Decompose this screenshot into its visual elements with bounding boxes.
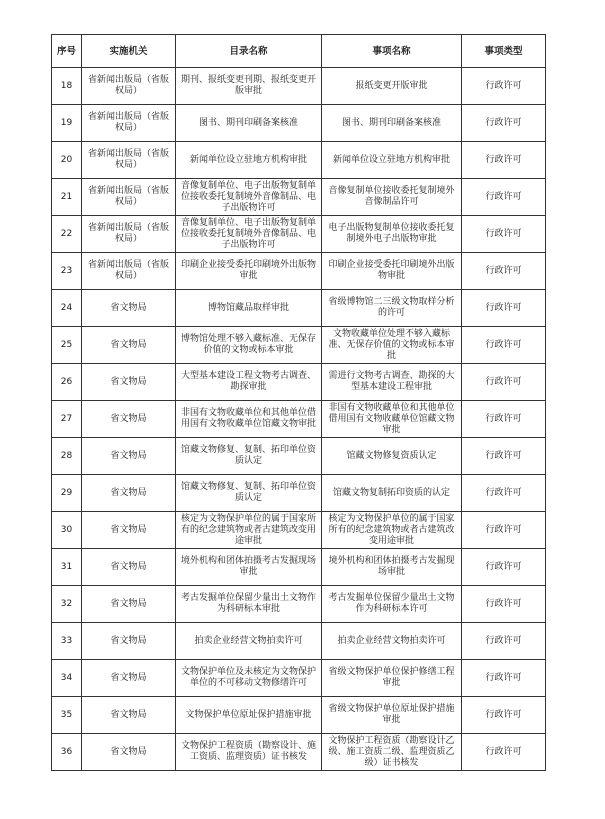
table-row	[52, 364, 546, 401]
cell-agency: 省新闻出版局（省版权局）	[82, 179, 176, 216]
cell-directory: 期刊、报纸变更刊期、报纸变更开版审批	[176, 68, 322, 105]
cell-directory: 音像复制单位、电子出版物复制单位接收委托复制境外音像制品、电子出版物许可	[176, 216, 322, 253]
cell-no: 29	[52, 475, 82, 512]
table-row	[52, 253, 546, 290]
cell-no: 30	[52, 512, 82, 549]
cell-no: 26	[52, 364, 82, 401]
header-type: 事项类型	[462, 35, 546, 68]
cell-agency: 省新闻出版局（省版权局）	[82, 142, 176, 179]
cell-no: 18	[52, 68, 82, 105]
table-row	[52, 142, 546, 179]
cell-directory: 馆藏文物修复、复制、拓印单位资质认定	[176, 438, 322, 475]
cell-directory: 大型基本建设工程文物考古调查、勘探审批	[176, 364, 322, 401]
cell-item: 图书、期刊印刷备案核准	[322, 105, 462, 142]
table-row	[52, 586, 546, 623]
cell-type: 行政许可	[462, 512, 546, 549]
cell-item: 核定为文物保护单位的属于国家所有的纪念建筑物或者古建筑改变用途审批	[322, 512, 462, 549]
cell-agency: 省文物局	[82, 512, 176, 549]
cell-type: 行政许可	[462, 290, 546, 327]
cell-type: 行政许可	[462, 364, 546, 401]
cell-agency: 省文物局	[82, 586, 176, 623]
cell-type: 行政许可	[462, 105, 546, 142]
cell-agency: 省文物局	[82, 401, 176, 438]
cell-item: 省级文物保护单位保护修缮工程审批	[322, 660, 462, 697]
cell-no: 28	[52, 438, 82, 475]
cell-agency: 省文物局	[82, 697, 176, 734]
cell-type: 行政许可	[462, 253, 546, 290]
table-row	[52, 290, 546, 327]
table-row	[52, 401, 546, 438]
cell-no: 22	[52, 216, 82, 253]
table-row	[52, 327, 546, 364]
cell-type: 行政许可	[462, 179, 546, 216]
cell-directory: 非国有文物收藏单位和其他单位借用国有文物收藏单位馆藏文物审批	[176, 401, 322, 438]
header-agency: 实施机关	[82, 35, 176, 68]
cell-item: 文物保护工程资质（勘察设计乙级、施工资质二级、监理资质乙级）证书核发	[322, 734, 462, 771]
header-directory: 目录名称	[176, 35, 322, 68]
cell-no: 32	[52, 586, 82, 623]
cell-directory: 音像复制单位、电子出版物复制单位接收委托复制境外音像制品、电子出版物许可	[176, 179, 322, 216]
cell-agency: 省新闻出版局（省版权局）	[82, 105, 176, 142]
cell-no: 19	[52, 105, 82, 142]
cell-agency: 省文物局	[82, 660, 176, 697]
cell-no: 20	[52, 142, 82, 179]
cell-directory: 馆藏文物修复、复制、拓印单位资质认定	[176, 475, 322, 512]
cell-item: 省级文物保护单位原址保护措施审批	[322, 697, 462, 734]
cell-no: 21	[52, 179, 82, 216]
cell-agency: 省新闻出版局（省版权局）	[82, 216, 176, 253]
cell-no: 23	[52, 253, 82, 290]
cell-directory: 文物保护工程资质（勘察设计、施工资质、监理资质）证书核发	[176, 734, 322, 771]
cell-item: 考古发掘单位保留少量出土文物作为科研标本许可	[322, 586, 462, 623]
table-row	[52, 105, 546, 142]
table-row	[52, 660, 546, 697]
cell-directory: 核定为文物保护单位的属于国家所有的纪念建筑物或者古建筑改变用途审批	[176, 512, 322, 549]
cell-directory: 文物保护单位及未核定为文物保护单位的不可移动文物修缮许可	[176, 660, 322, 697]
cell-item: 报纸变更开版审批	[322, 68, 462, 105]
cell-directory: 新闻单位设立驻地方机构审批	[176, 142, 322, 179]
cell-directory: 印刷企业接受委托印刷境外出版物审批	[176, 253, 322, 290]
cell-no: 31	[52, 549, 82, 586]
cell-no: 24	[52, 290, 82, 327]
cell-type: 行政许可	[462, 68, 546, 105]
cell-item: 省级博物馆二三级文物取样分析的许可	[322, 290, 462, 327]
cell-type: 行政许可	[462, 475, 546, 512]
administrative-items-table	[51, 34, 546, 771]
cell-type: 行政许可	[462, 586, 546, 623]
cell-agency: 省文物局	[82, 364, 176, 401]
cell-agency: 省文物局	[82, 549, 176, 586]
cell-directory: 考古发掘单位保留少量出土文物作为科研标本审批	[176, 586, 322, 623]
table-row	[52, 734, 546, 771]
table-row	[52, 697, 546, 734]
table-row	[52, 512, 546, 549]
header-no: 序号	[52, 35, 82, 68]
table-row	[52, 475, 546, 512]
cell-type: 行政许可	[462, 438, 546, 475]
cell-type: 行政许可	[462, 327, 546, 364]
cell-type: 行政许可	[462, 216, 546, 253]
cell-item: 文物收藏单位处理不够入藏标准、无保存价值的文物或标本审批	[322, 327, 462, 364]
cell-no: 34	[52, 660, 82, 697]
cell-agency: 省文物局	[82, 734, 176, 771]
cell-item: 电子出版物复制单位接收委托复制境外电子出版物审批	[322, 216, 462, 253]
table-row	[52, 438, 546, 475]
table-row	[52, 68, 546, 105]
cell-type: 行政许可	[462, 660, 546, 697]
cell-item: 需进行文物考古调查、勘探的大型基本建设工程审批	[322, 364, 462, 401]
cell-item: 馆藏文物修复资质认定	[322, 438, 462, 475]
table-body	[52, 68, 546, 771]
table-header-row	[52, 35, 546, 68]
cell-type: 行政许可	[462, 734, 546, 771]
cell-item: 境外机构和团体拍摄考古发掘现场审批	[322, 549, 462, 586]
cell-item: 音像复制单位接收委托复制境外音像制品许可	[322, 179, 462, 216]
cell-no: 33	[52, 623, 82, 660]
table-row	[52, 216, 546, 253]
table-row	[52, 179, 546, 216]
cell-item: 印刷企业接受委托印刷境外出版物审批	[322, 253, 462, 290]
cell-no: 36	[52, 734, 82, 771]
cell-type: 行政许可	[462, 549, 546, 586]
cell-no: 27	[52, 401, 82, 438]
cell-type: 行政许可	[462, 401, 546, 438]
cell-directory: 文物保护单位原址保护措施审批	[176, 697, 322, 734]
cell-agency: 省文物局	[82, 623, 176, 660]
cell-item: 馆藏文物复制拓印资质的认定	[322, 475, 462, 512]
table-row	[52, 623, 546, 660]
cell-no: 35	[52, 697, 82, 734]
cell-type: 行政许可	[462, 697, 546, 734]
cell-type: 行政许可	[462, 623, 546, 660]
cell-item: 新闻单位设立驻地方机构审批	[322, 142, 462, 179]
cell-directory: 境外机构和团体拍摄考古发掘现场审批	[176, 549, 322, 586]
cell-no: 25	[52, 327, 82, 364]
table-row	[52, 549, 546, 586]
cell-item: 拍卖企业经营文物拍卖许可	[322, 623, 462, 660]
cell-agency: 省新闻出版局（省版权局）	[82, 68, 176, 105]
cell-agency: 省文物局	[82, 290, 176, 327]
cell-directory: 图书、期刊印刷备案核准	[176, 105, 322, 142]
cell-agency: 省文物局	[82, 438, 176, 475]
cell-type: 行政许可	[462, 142, 546, 179]
cell-directory: 博物馆藏品取样审批	[176, 290, 322, 327]
cell-directory: 博物馆处理不够入藏标准、无保存价值的文物或标本审批	[176, 327, 322, 364]
cell-agency: 省文物局	[82, 327, 176, 364]
header-item: 事项名称	[322, 35, 462, 68]
cell-agency: 省文物局	[82, 475, 176, 512]
cell-agency: 省新闻出版局（省版权局）	[82, 253, 176, 290]
cell-item: 非国有文物收藏单位和其他单位借用国有文物收藏单位馆藏文物审批	[322, 401, 462, 438]
cell-directory: 拍卖企业经营文物拍卖许可	[176, 623, 322, 660]
